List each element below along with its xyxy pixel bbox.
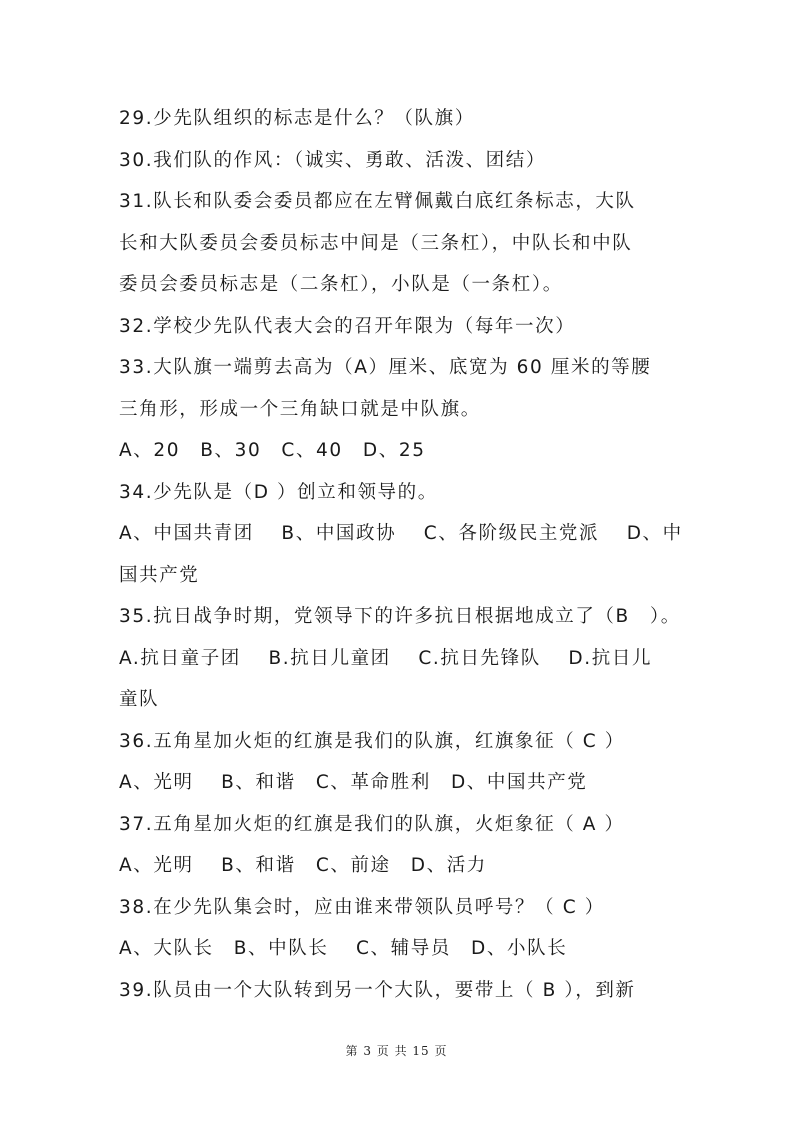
text-line: 34.少先队是（D ）创立和领导的。 xyxy=(119,481,438,503)
text-line: A.抗日童子团 B.抗日儿童团 C.抗日先锋队 D.抗日儿 xyxy=(119,647,653,669)
text-line: A、20 B、30 C、40 D、25 xyxy=(119,440,426,461)
text-line: 31.队长和队委会委员都应在左臂佩戴白底红条标志，大队 xyxy=(119,191,636,212)
text-line: A、中国共青团 B、中国政协 C、各阶级民主党派 D、中 xyxy=(119,523,683,544)
text-line: A、大队长 B、中队长 C、辅导员 D、小队长 xyxy=(119,938,568,959)
text-line: 委员会委员标志是（二条杠），小队是（一条杠）。 xyxy=(119,274,563,295)
text-line: 39.队员由一个大队转到另一个大队，要带上（ B ），到新 xyxy=(119,979,636,1001)
text-line: 国共产党 xyxy=(119,564,200,586)
text-line: 35.抗日战争时期，党领导下的许多抗日根据地成立了（B ）。 xyxy=(119,606,681,627)
text-line: 36.五角星加火炬的红旗是我们的队旗，红旗象征（ C ） xyxy=(119,730,625,752)
document-body xyxy=(119,98,689,1011)
text-line: 三角形，形成一个三角缺口就是中队旗。 xyxy=(119,398,481,420)
text-line: 38.在少先队集会时，应由谁来带领队员呼号？（ C ） xyxy=(119,896,605,918)
text-line: A、光明 B、和谐 C、前途 D、活力 xyxy=(119,855,487,876)
text-line: 32.学校少先队代表大会的召开年限为（每年一次） xyxy=(119,315,576,337)
text-line: A、光明 B、和谐 C、革命胜利 D、中国共产党 xyxy=(119,772,588,793)
text-line: 29.少先队组织的标志是什么？（队旗） xyxy=(119,108,475,129)
page-number-footer: 第 3 页 共 15 页 xyxy=(345,1044,448,1058)
text-line: 童队 xyxy=(119,689,160,710)
text-line: 30.我们队的作风：（诚实、勇敢、活泼、团结） xyxy=(119,149,546,171)
text-line: 长和大队委员会委员标志中间是（三条杠），中队长和中队 xyxy=(119,232,633,254)
text-line: 33.大队旗一端剪去高为（A）厘米、底宽为 60 厘米的等腰 xyxy=(119,357,652,378)
text-line: 37.五角星加火炬的红旗是我们的队旗，火炬象征（ A ） xyxy=(119,813,625,835)
